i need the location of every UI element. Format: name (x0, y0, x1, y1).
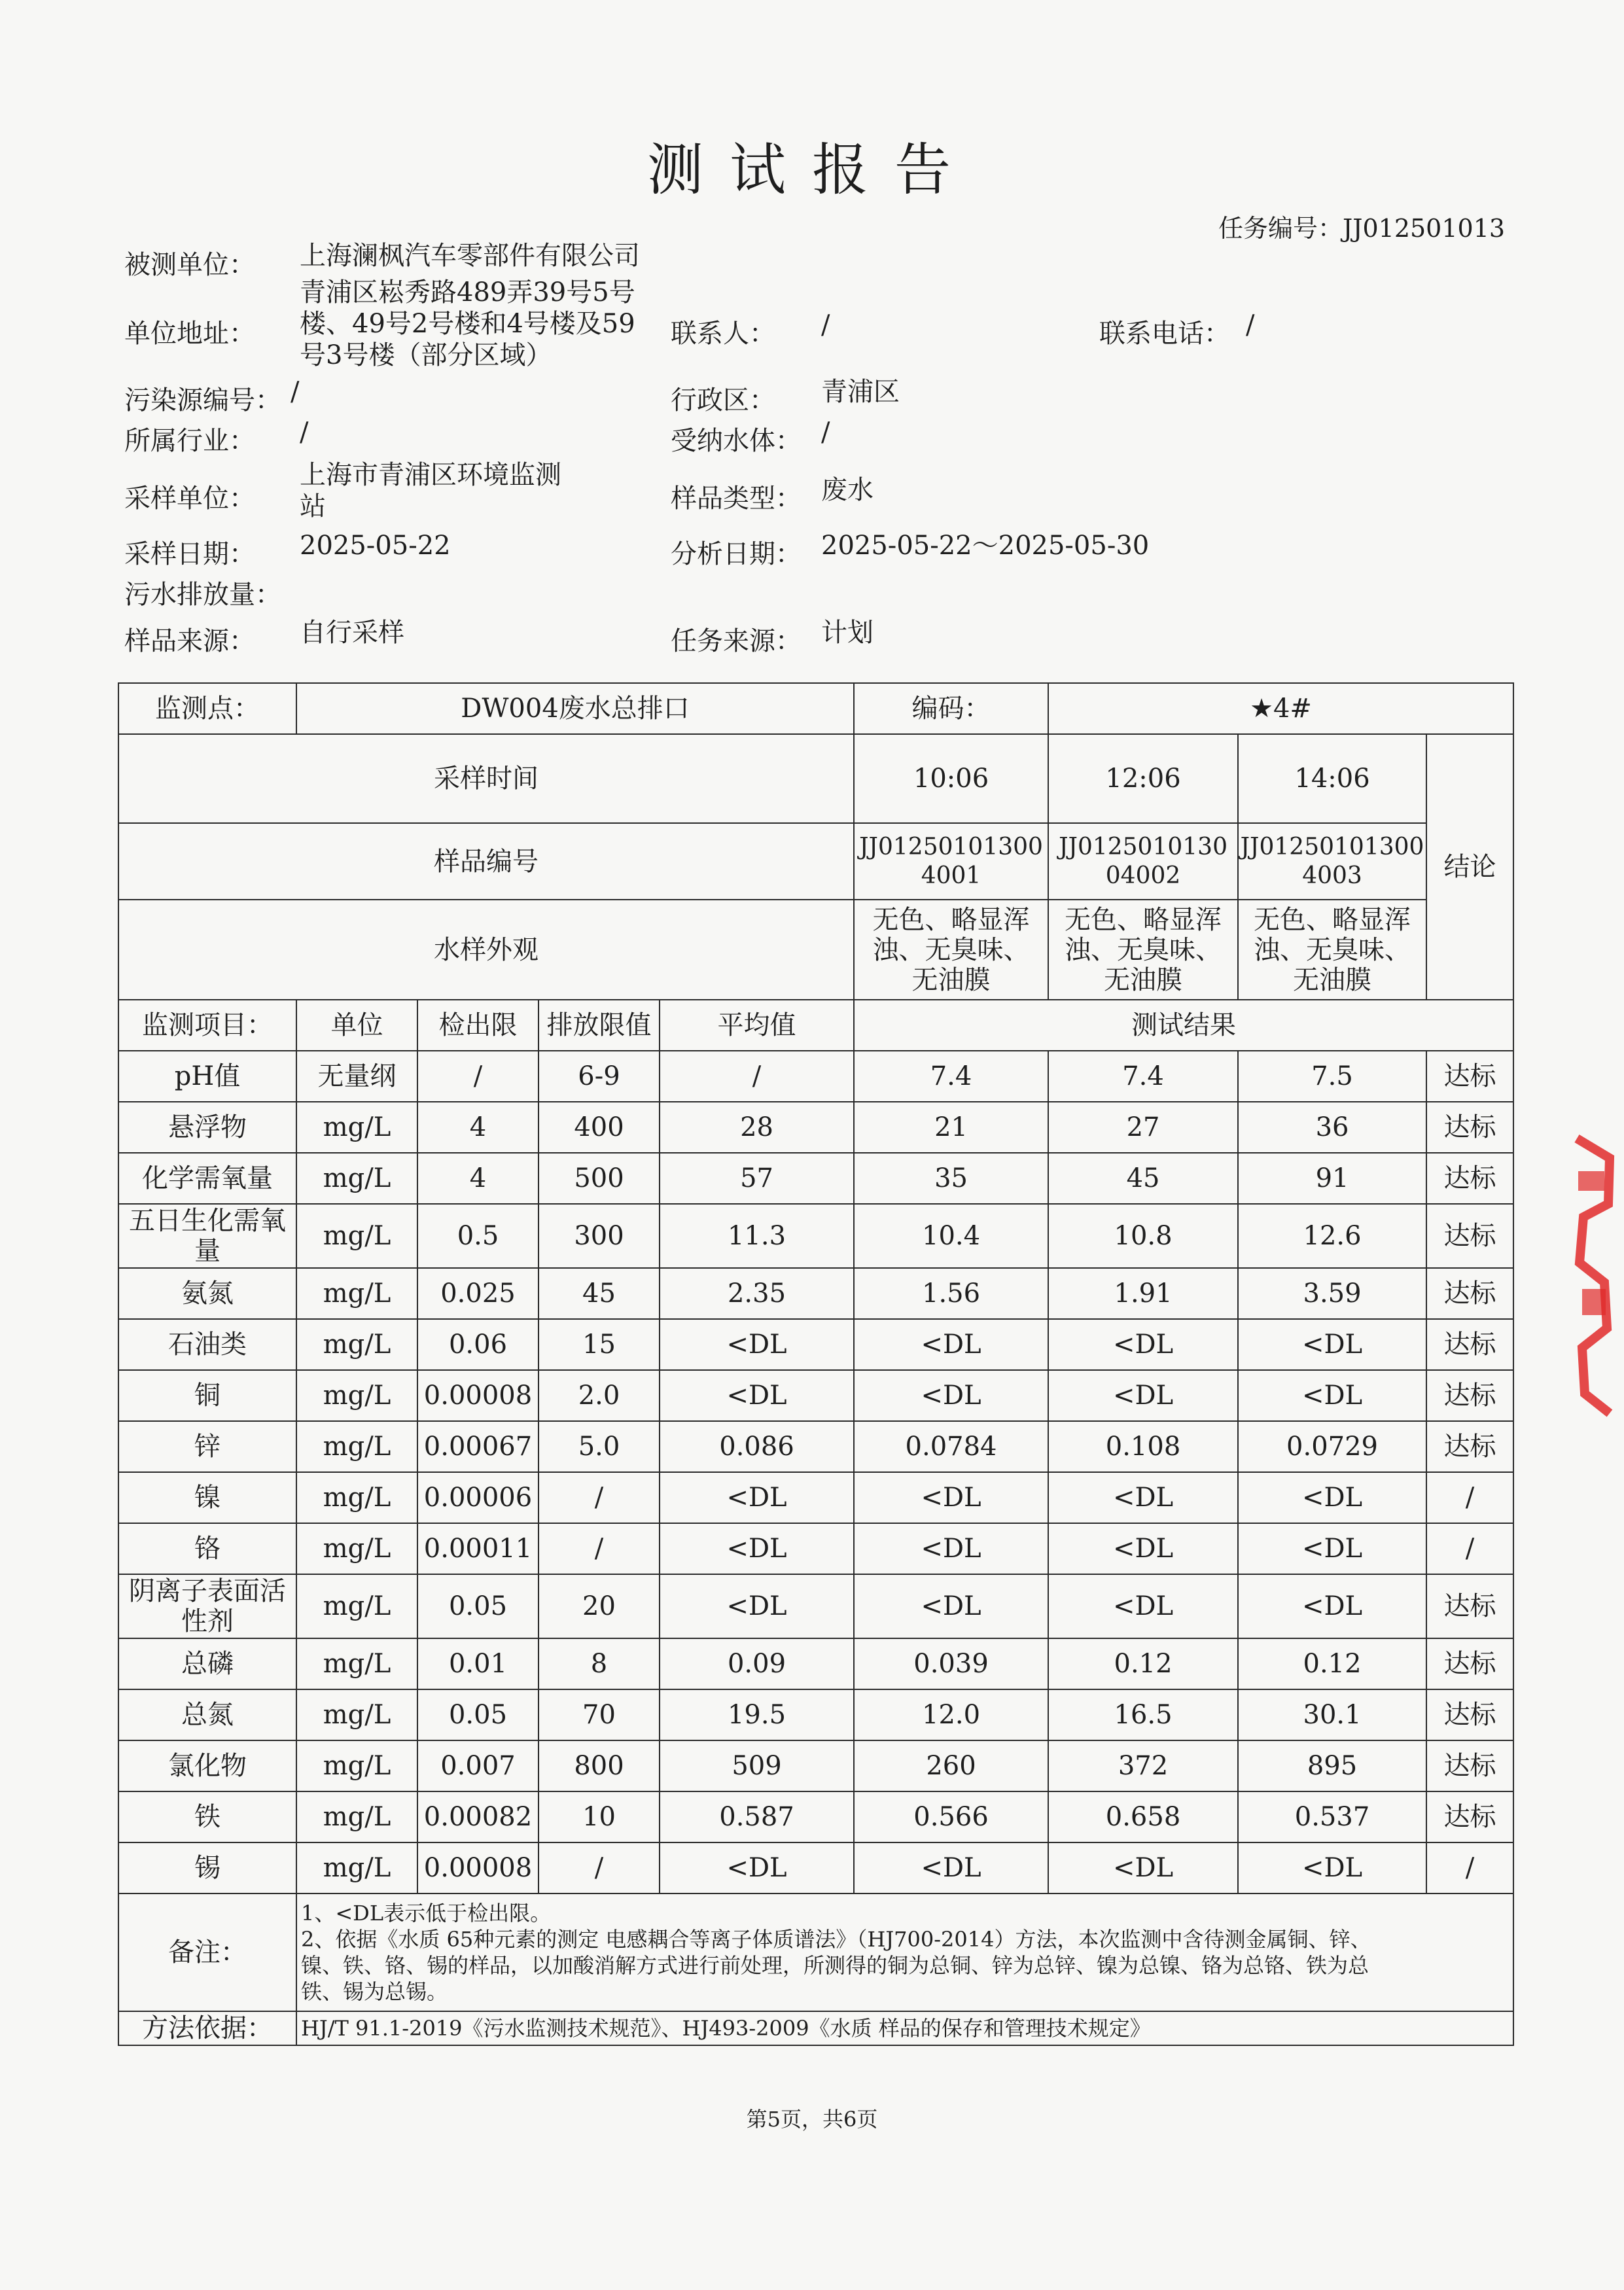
appearance-row (118, 900, 1513, 1000)
item-name-line: 氨氮 (181, 1278, 234, 1309)
item-name-line: 铜 (194, 1381, 221, 1411)
method-row (118, 2011, 1513, 2045)
result-1-cell: 260 (854, 1740, 1048, 1791)
appearance-line: 无色、略显浑 (872, 904, 1030, 935)
result-1-cell: <DL (854, 1319, 1048, 1370)
appearance-3 (1238, 900, 1426, 1000)
result-3-cell: 0.537 (1238, 1791, 1426, 1842)
sample-type-value: 废水 (821, 475, 874, 505)
unit-cell: mg/L (296, 1204, 417, 1268)
average-cell: 2.35 (660, 1268, 854, 1319)
task-number: 任务编号：JJ012501013 (1218, 214, 1506, 243)
conclusion-cell: 达标 (1426, 1574, 1513, 1638)
header-item: 监测项目： (118, 1000, 296, 1051)
item-name-line: 铁 (194, 1802, 221, 1832)
emission-limit-cell: / (538, 1472, 660, 1523)
industry-label: 所属行业： (124, 426, 255, 456)
method-value: HJ/T 91.1-2019《污水监测技术规范》、HJ493-2009《水质 样品的保存和管理技术规定》 (296, 2011, 1513, 2045)
address-line: 楼、49号2号楼和4号楼及59 (300, 309, 635, 339)
result-1-cell: 35 (854, 1153, 1048, 1204)
discharge-label: 污水排放量： (124, 580, 281, 610)
result-2-cell: 0.658 (1048, 1791, 1238, 1842)
item-name-line: 量 (194, 1236, 221, 1266)
sample-no-2 (1048, 823, 1238, 900)
item-name (118, 1102, 296, 1153)
result-3-cell: 895 (1238, 1740, 1426, 1791)
result-1-cell: 0.039 (854, 1638, 1048, 1689)
detection-limit-cell: 0.025 (417, 1268, 538, 1319)
unit-cell: mg/L (296, 1689, 417, 1740)
result-2-cell: <DL (1048, 1472, 1238, 1523)
unit-cell: mg/L (296, 1421, 417, 1472)
result-3-cell: 0.0729 (1238, 1421, 1426, 1472)
table-row (118, 1319, 1513, 1370)
page-footer: 第5页，共6页 (746, 2107, 878, 2132)
emission-limit-cell: 300 (538, 1204, 660, 1268)
result-1-cell: 1.56 (854, 1268, 1048, 1319)
point-label: 监测点： (118, 683, 296, 734)
average-cell: 19.5 (660, 1689, 854, 1740)
method-label: 方法依据： (118, 2011, 296, 2045)
emission-limit-cell: 2.0 (538, 1370, 660, 1421)
table-row (118, 1370, 1513, 1421)
item-name (118, 1523, 296, 1574)
result-1-cell: <DL (854, 1523, 1048, 1574)
detection-limit-cell: 0.5 (417, 1204, 538, 1268)
district-value: 青浦区 (821, 377, 900, 407)
item-name-line: 性剂 (181, 1606, 234, 1636)
header-unit: 单位 (296, 1000, 417, 1051)
item-name (118, 1370, 296, 1421)
result-1-cell: 7.4 (854, 1051, 1048, 1102)
conclusion-cell: 达标 (1426, 1102, 1513, 1153)
item-name-line: 总氮 (181, 1700, 234, 1730)
result-1-cell: 0.566 (854, 1791, 1048, 1842)
sample-no-line: JJ0125010130 (1059, 833, 1227, 860)
phone-label: 联系电话： (1099, 319, 1230, 349)
unit-value: 上海澜枫汽车零部件有限公司 (300, 241, 640, 271)
average-cell: <DL (660, 1319, 854, 1370)
sampling-time-row (118, 734, 1513, 823)
item-name-line: 总磷 (181, 1649, 234, 1679)
sampling-time-3: 14:06 (1238, 734, 1426, 823)
sampling-time-label: 采样时间 (118, 734, 854, 823)
district-label: 行政区： (671, 385, 775, 415)
sample-no-line: 04002 (1105, 862, 1181, 889)
result-2-cell: 1.91 (1048, 1268, 1238, 1319)
item-name-line: pH值 (174, 1061, 241, 1091)
table-row (118, 1421, 1513, 1472)
unit-cell: mg/L (296, 1638, 417, 1689)
item-name (118, 1204, 296, 1268)
emission-limit-cell: 20 (538, 1574, 660, 1638)
sample-type-label: 样品类型： (671, 484, 802, 514)
average-cell: 28 (660, 1102, 854, 1153)
conclusion-cell: / (1426, 1472, 1513, 1523)
conclusion-cell: 达标 (1426, 1740, 1513, 1791)
appearance-line: 无油膜 (1104, 964, 1183, 995)
sampler-line: 上海市青浦区环境监测 (300, 460, 561, 490)
remarks-line: 镍、铁、铬、锡的样品，以加酸消解方式进行前处理，所测得的铜为总铜、锌为总锌、镍为总镍、铬为总铬、铁为总 (301, 1953, 1369, 1978)
result-1-cell: 12.0 (854, 1689, 1048, 1740)
result-1-cell: 0.0784 (854, 1421, 1048, 1472)
emission-limit-cell: 15 (538, 1319, 660, 1370)
table-row (118, 1574, 1513, 1638)
point-value: DW004废水总排口 (296, 683, 854, 734)
table-row (118, 1638, 1513, 1689)
sample-source-label: 样品来源： (124, 626, 255, 656)
emission-limit-cell: 10 (538, 1791, 660, 1842)
emission-limit-cell: 400 (538, 1102, 660, 1153)
detection-limit-cell: 0.00008 (417, 1370, 538, 1421)
unit-cell: 无量纲 (296, 1051, 417, 1102)
contact-label: 联系人： (671, 319, 775, 349)
remarks-line: 2、依据《水质 65种元素的测定 电感耦合等离子体质谱法》（HJ700-2014）方法，本次监测中含待测金属铜、锌、 (301, 1927, 1371, 1952)
detection-limit-cell: 0.00006 (417, 1472, 538, 1523)
sample-source-value: 自行采样 (300, 618, 404, 648)
header-average: 平均值 (660, 1000, 854, 1051)
sampling-time-1: 10:06 (854, 734, 1048, 823)
result-2-cell: <DL (1048, 1319, 1238, 1370)
result-2-cell: 0.12 (1048, 1638, 1238, 1689)
sample-no-line: JJ01250101300 (859, 833, 1043, 860)
unit-cell: mg/L (296, 1842, 417, 1894)
result-3-cell: <DL (1238, 1574, 1426, 1638)
average-cell: 57 (660, 1153, 854, 1204)
item-name (118, 1574, 296, 1638)
emission-limit-cell: / (538, 1842, 660, 1894)
item-name-line: 阴离子表面活 (129, 1576, 286, 1606)
detection-limit-cell: 0.00082 (417, 1791, 538, 1842)
average-cell: <DL (660, 1842, 854, 1894)
table-row (118, 1842, 1513, 1894)
unit-cell: mg/L (296, 1268, 417, 1319)
conclusion-cell: 达标 (1426, 1268, 1513, 1319)
emission-limit-cell: 5.0 (538, 1421, 660, 1472)
result-1-cell: <DL (854, 1370, 1048, 1421)
item-name-line: 锡 (194, 1853, 221, 1883)
item-name-line: 石油类 (168, 1330, 247, 1360)
item-name-line: 铬 (194, 1534, 221, 1564)
appearance-line: 无油膜 (1293, 964, 1372, 995)
item-name (118, 1740, 296, 1791)
item-name-line: 锌 (194, 1432, 221, 1462)
sample-no-line: JJ01250101300 (1240, 833, 1424, 860)
unit-cell: mg/L (296, 1523, 417, 1574)
emission-limit-cell: 500 (538, 1153, 660, 1204)
industry-value: / (300, 417, 309, 448)
item-name (118, 1638, 296, 1689)
table-row (118, 1740, 1513, 1791)
table-row (118, 1204, 1513, 1268)
unit-cell: mg/L (296, 1740, 417, 1791)
item-name (118, 1791, 296, 1842)
average-cell: / (660, 1051, 854, 1102)
item-name (118, 1268, 296, 1319)
detection-limit-cell: 0.05 (417, 1689, 538, 1740)
remarks-line: 1、<DL表示低于检出限。 (301, 1901, 552, 1926)
header-detection-limit: 检出限 (417, 1000, 538, 1051)
source-no-label: 污染源编号： (124, 385, 281, 415)
conclusion-cell: 达标 (1426, 1370, 1513, 1421)
table-row (118, 1268, 1513, 1319)
conclusion-cell: 达标 (1426, 1421, 1513, 1472)
report-title: 测试报告 (647, 137, 977, 203)
point-row (118, 683, 1513, 734)
detection-limit-cell: 4 (417, 1102, 538, 1153)
appearance-line: 浊、无臭味、 (872, 934, 1030, 965)
detection-limit-cell: 0.06 (417, 1319, 538, 1370)
unit-label: 被测单位： (124, 250, 255, 280)
seal-stamp (1570, 1132, 1616, 1420)
receiving-value: / (821, 417, 830, 448)
detection-limit-cell: 0.00067 (417, 1421, 538, 1472)
phone-value: / (1246, 310, 1255, 340)
item-name-line: 氯化物 (168, 1751, 247, 1781)
sampler-value (300, 459, 561, 522)
appearance-line: 浊、无臭味、 (1254, 934, 1411, 965)
result-2-cell: 10.8 (1048, 1204, 1238, 1268)
result-3-cell: 3.59 (1238, 1268, 1426, 1319)
table-row (118, 1523, 1513, 1574)
detection-limit-cell: 4 (417, 1153, 538, 1204)
unit-cell: mg/L (296, 1791, 417, 1842)
appearance-1 (854, 900, 1048, 1000)
item-name-line: 镍 (194, 1483, 221, 1513)
emission-limit-cell: 6-9 (538, 1051, 660, 1102)
item-name-line: 悬浮物 (168, 1112, 247, 1142)
result-2-cell: 45 (1048, 1153, 1238, 1204)
result-3-cell: <DL (1238, 1842, 1426, 1894)
task-source-value: 计划 (821, 618, 874, 648)
unit-cell: mg/L (296, 1153, 417, 1204)
detection-limit-cell: / (417, 1051, 538, 1102)
conclusion-cell: / (1426, 1842, 1513, 1894)
table-row (118, 1102, 1513, 1153)
unit-cell: mg/L (296, 1102, 417, 1153)
detection-limit-cell: 0.00011 (417, 1523, 538, 1574)
average-cell: <DL (660, 1574, 854, 1638)
source-no-value: / (291, 377, 300, 407)
result-2-cell: 16.5 (1048, 1689, 1238, 1740)
conclusion-cell: / (1426, 1523, 1513, 1574)
result-3-cell: 91 (1238, 1153, 1426, 1204)
sample-no-1 (854, 823, 1048, 900)
result-1-cell: <DL (854, 1472, 1048, 1523)
result-2-cell: <DL (1048, 1842, 1238, 1894)
item-name (118, 1319, 296, 1370)
average-cell: 0.086 (660, 1421, 854, 1472)
appearance-2 (1048, 900, 1238, 1000)
sampler-line: 站 (300, 491, 326, 521)
unit-cell: mg/L (296, 1472, 417, 1523)
analysis-date-value: 2025-05-22～2025-05-30 (821, 531, 1150, 561)
result-3-cell: 0.12 (1238, 1638, 1426, 1689)
data-rows (118, 1051, 1513, 1894)
sample-no-line: 4003 (1302, 862, 1362, 889)
contact-value: / (821, 310, 830, 340)
result-2-cell: 7.4 (1048, 1051, 1238, 1102)
table-row (118, 1153, 1513, 1204)
conclusion-cell: 达标 (1426, 1051, 1513, 1102)
remarks-text (296, 1894, 1513, 2011)
address-line: 号3号楼（部分区域） (300, 340, 552, 370)
header-results: 测试结果 (854, 1000, 1513, 1051)
item-name (118, 1472, 296, 1523)
appearance-line: 无色、略显浑 (1065, 904, 1222, 935)
analysis-date-label: 分析日期： (671, 539, 802, 569)
result-1-cell: <DL (854, 1842, 1048, 1894)
remarks-row (118, 1894, 1513, 2011)
sample-no-label: 样品编号 (118, 823, 854, 900)
emission-limit-cell: 45 (538, 1268, 660, 1319)
appearance-line: 无色、略显浑 (1254, 904, 1411, 935)
item-name (118, 1421, 296, 1472)
item-name-line: 五日生化需氧 (129, 1206, 286, 1236)
item-name (118, 1689, 296, 1740)
result-3-cell: <DL (1238, 1472, 1426, 1523)
table-row (118, 1689, 1513, 1740)
table-row (118, 1791, 1513, 1842)
unit-cell: mg/L (296, 1370, 417, 1421)
column-header-row (118, 1000, 1513, 1051)
detection-limit-cell: 0.05 (417, 1574, 538, 1638)
conclusion-cell: 达标 (1426, 1689, 1513, 1740)
result-3-cell: <DL (1238, 1370, 1426, 1421)
result-3-cell: 36 (1238, 1102, 1426, 1153)
remarks-label: 备注： (118, 1894, 296, 2011)
result-2-cell: 372 (1048, 1740, 1238, 1791)
result-1-cell: 21 (854, 1102, 1048, 1153)
table-row (118, 1051, 1513, 1102)
header-emission-limit: 排放限值 (538, 1000, 660, 1051)
detection-limit-cell: 0.007 (417, 1740, 538, 1791)
results-table (118, 682, 1514, 2046)
average-cell: 11.3 (660, 1204, 854, 1268)
result-2-cell: <DL (1048, 1523, 1238, 1574)
conclusion-cell: 达标 (1426, 1791, 1513, 1842)
item-name (118, 1051, 296, 1102)
emission-limit-cell: 800 (538, 1740, 660, 1791)
sample-no-3 (1238, 823, 1426, 900)
average-cell: 0.587 (660, 1791, 854, 1842)
sample-no-row (118, 823, 1513, 900)
emission-limit-cell: 8 (538, 1638, 660, 1689)
receiving-label: 受纳水体： (671, 426, 802, 456)
detection-limit-cell: 0.00008 (417, 1842, 538, 1894)
conclusion-header: 结论 (1426, 734, 1513, 1000)
detection-limit-cell: 0.01 (417, 1638, 538, 1689)
unit-cell: mg/L (296, 1574, 417, 1638)
conclusion-cell: 达标 (1426, 1204, 1513, 1268)
average-cell: <DL (660, 1370, 854, 1421)
address-label: 单位地址： (124, 319, 255, 349)
conclusion-cell: 达标 (1426, 1153, 1513, 1204)
address-line: 青浦区崧秀路489弄39号5号 (300, 277, 635, 308)
sample-no-line: 4001 (921, 862, 981, 889)
average-cell: <DL (660, 1523, 854, 1574)
sampling-date-value: 2025-05-22 (300, 531, 451, 561)
item-name (118, 1842, 296, 1894)
code-value: ★4# (1048, 683, 1513, 734)
average-cell: 0.09 (660, 1638, 854, 1689)
emission-limit-cell: / (538, 1523, 660, 1574)
emission-limit-cell: 70 (538, 1689, 660, 1740)
appearance-label: 水样外观 (118, 900, 854, 1000)
sampling-time-2: 12:06 (1048, 734, 1238, 823)
remarks-line: 铁、锡为总锡。 (301, 1979, 448, 2004)
item-name-line: 化学需氧量 (142, 1163, 273, 1193)
result-2-cell: <DL (1048, 1370, 1238, 1421)
result-1-cell: 10.4 (854, 1204, 1048, 1268)
average-cell: 509 (660, 1740, 854, 1791)
appearance-line: 无油膜 (911, 964, 991, 995)
result-1-cell: <DL (854, 1574, 1048, 1638)
table-row (118, 1472, 1513, 1523)
result-2-cell: 0.108 (1048, 1421, 1238, 1472)
result-3-cell: <DL (1238, 1319, 1426, 1370)
result-3-cell: <DL (1238, 1523, 1426, 1574)
sampler-label: 采样单位： (124, 484, 255, 514)
sampling-date-label: 采样日期： (124, 539, 255, 569)
result-3-cell: 12.6 (1238, 1204, 1426, 1268)
task-source-label: 任务来源： (671, 626, 802, 656)
appearance-line: 浊、无臭味、 (1065, 934, 1222, 965)
item-name (118, 1153, 296, 1204)
conclusion-cell: 达标 (1426, 1319, 1513, 1370)
result-3-cell: 7.5 (1238, 1051, 1426, 1102)
code-label: 编码： (854, 683, 1048, 734)
result-2-cell: <DL (1048, 1574, 1238, 1638)
result-2-cell: 27 (1048, 1102, 1238, 1153)
result-3-cell: 30.1 (1238, 1689, 1426, 1740)
unit-cell: mg/L (296, 1319, 417, 1370)
average-cell: <DL (660, 1472, 854, 1523)
conclusion-cell: 达标 (1426, 1638, 1513, 1689)
address-value (300, 277, 635, 371)
